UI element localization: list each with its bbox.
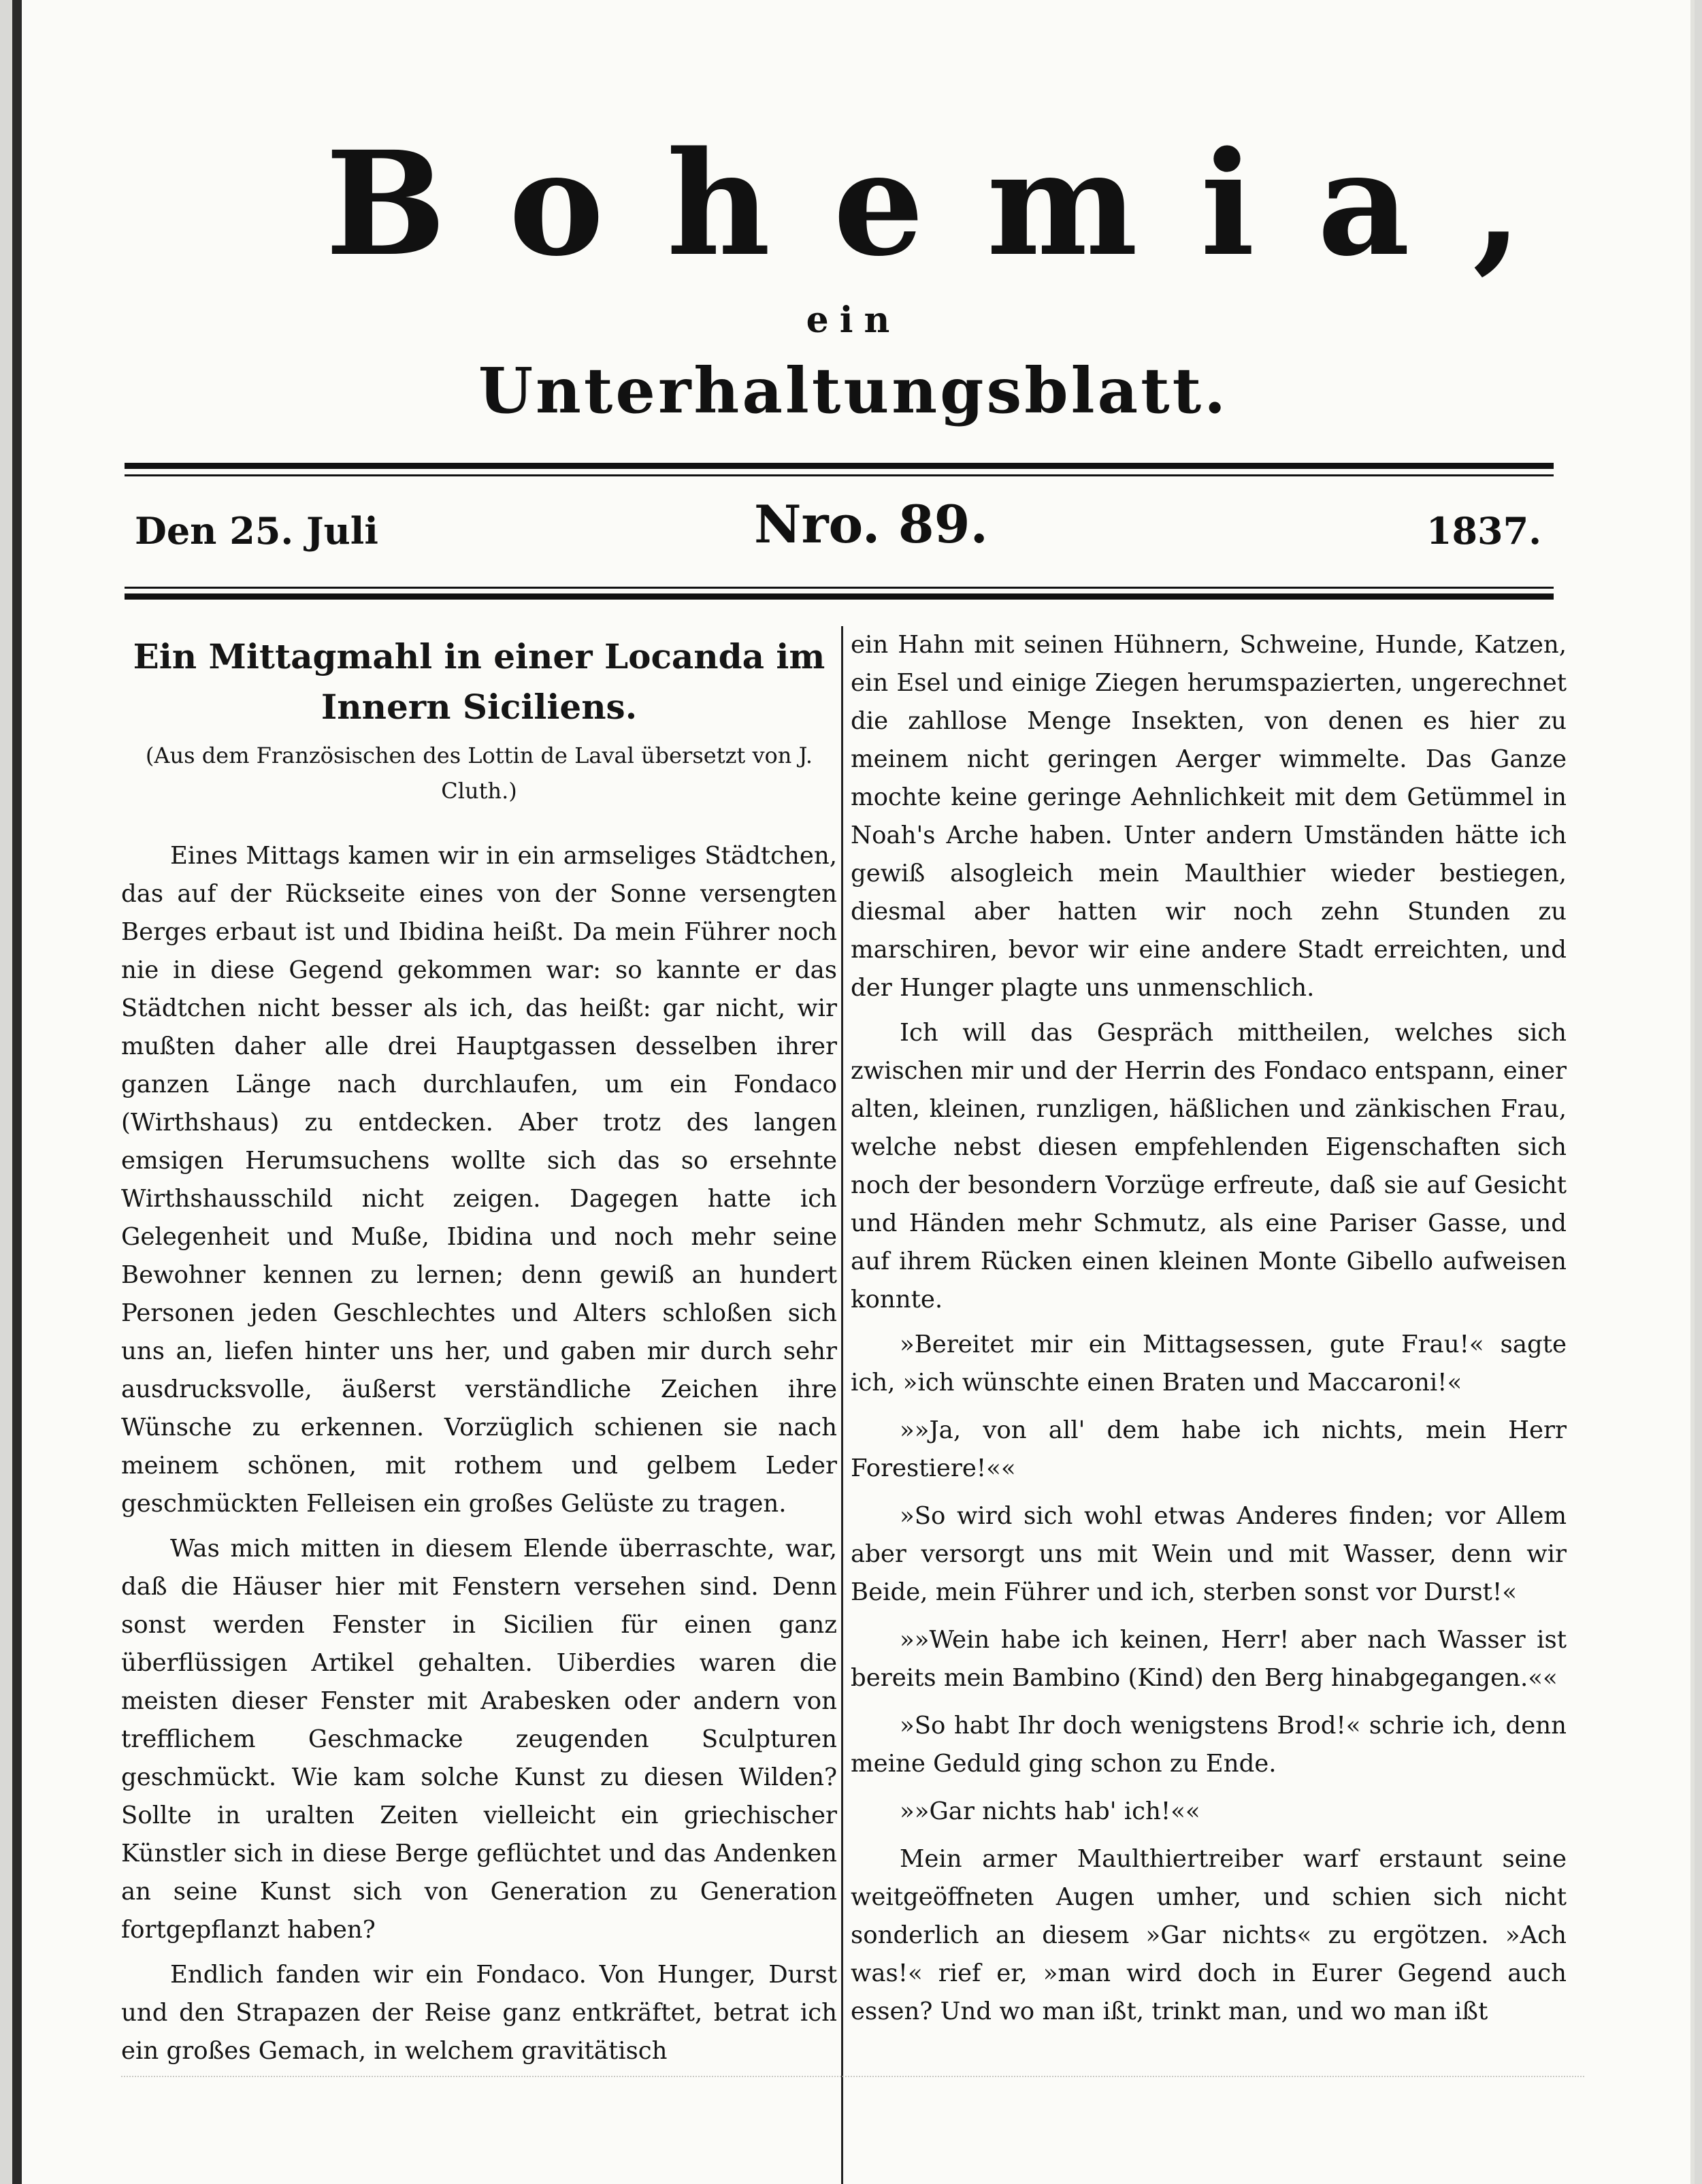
column-divider xyxy=(841,626,843,2184)
dateline-rule-thick xyxy=(125,593,1554,600)
issue-date: Den 25. Juli xyxy=(135,509,378,553)
right-paragraph-2: Ich will das Gespräch mittheilen, welches sich zwischen mir und der Herrin des Fondaco entspann, einer alten, kleinen, runzligen, häßlichen und zänkischen Frau, welche nebst diesen empfehlenden Eigenschaften sich noch der besondern Vorzüge erfreute, daß sie auf Gesicht und Händen mehr Schmutz, als eine Pariser Gasse, und auf ihrem Rücken einen kleinen Monte Gibello aufweisen konnte. xyxy=(851,1019,1567,1314)
left-paragraph-2: Was mich mitten in diesem Elende überraschte, war, daß die Häuser hier mit Fenstern versehen sind. Denn sonst werden Fenster in Sicilien für einen ganz überflüssigen Artikel gehalten. Uiberdies waren die meisten dieser Fenster mit Arabesken oder andern von trefflichem Geschmacke zeugenden Sculpturen geschmückt. Wie kam solche Kunst zu diesen Wilden? Sollte in uralten Zeiten vielleicht ein griechischer Künstler sich in diese Berge geflüchtet und das Andenken an seine Kunst sich von Generation zu Generation fortgepflanzt haben? xyxy=(121,1535,837,1944)
left-column xyxy=(121,626,837,2077)
dialog-line-2: »»Ja, von all' dem habe ich nichts, mein Herr Forestiere!«« xyxy=(851,1416,1567,1482)
masthead-ein: ein xyxy=(806,299,901,341)
masthead-subtitle: Unterhaltungsblatt. xyxy=(478,354,1229,427)
masthead-rule-thick xyxy=(125,463,1554,469)
issue-year: 1837. xyxy=(1426,509,1541,553)
dialog-line-4: »»Wein habe ich keinen, Herr! aber nach Wasser ist bereits mein Bambino (Kind) den Berg hinabgegangen.«« xyxy=(851,1626,1567,1692)
dialog-line-6: »»Gar nichts hab' ich!«« xyxy=(900,1797,1200,1825)
article-source: (Aus dem Französischen des Lottin de Laval übersetzt von J. Cluth.) xyxy=(145,743,813,804)
masthead-title: Bohemia, xyxy=(325,120,1586,288)
right-paragraph-1: ein Hahn mit seinen Hühnern, Schweine, Hunde, Katzen, ein Esel und einige Ziegen herumspazierten, ungerechnet die zahllose Menge Insekten, von denen es hier zu meinem nicht geringen Aerger wimmelte. Das Ganze mochte keine geringe Aehnlichkeit mit dem Getümmel in Noah's Arche haben. Unter andern Umständen hätte ich gewiß alsogleich mein Maulthier wieder bestiegen, diesmal aber hatten wir noch zehn Stunden zu marschiren, bevor wir eine andere Stadt erreichten, und der Hunger plagte uns unmenschlich. xyxy=(851,631,1567,1002)
dialog-line-3: »So wird sich wohl etwas Anderes finden; vor Allem aber versorgt uns mit Wein und mit Wasser, denn wir Beide, mein Führer und ich, sterben sonst vor Durst!« xyxy=(851,1502,1567,1606)
article-title: Ein Mittagmahl in einer Locanda im Innern Siciliens. xyxy=(133,636,825,727)
dialog-line-1: »Bereitet mir ein Mittagsessen, gute Frau!« sagte ich, »ich wünschte einen Braten und Maccaroni!« xyxy=(851,1331,1567,1397)
left-paragraph-3: Endlich fanden wir ein Fondaco. Von Hunger, Durst und den Strapazen der Reise ganz entkräftet, betrat ich ein großes Gemach, in welchem gravitätisch xyxy=(121,1961,837,2065)
dateline-rule-thin xyxy=(125,587,1554,589)
page-bottom-edge xyxy=(121,2076,1584,2079)
dialog-line-5: »So habt Ihr doch wenigstens Brod!« schrie ich, denn meine Geduld ging schon zu Ende. xyxy=(851,1712,1567,1778)
masthead-rule-thin xyxy=(125,474,1554,476)
issue-number: Nro. 89. xyxy=(754,494,989,555)
right-paragraph-last: Mein armer Maulthiertreiber warf erstaunt seine weitgeöffneten Augen umher, und schien sich nicht sonderlich an diesem »Gar nichts« zu ergötzen. »Ach was!« rief er, »man wird doch in Eurer Gegend auch essen? Und wo man ißt, trinkt man, und wo man ißt xyxy=(851,1845,1567,2025)
dateline xyxy=(128,490,1554,565)
left-paragraph-1: Eines Mittags kamen wir in ein armseliges Städtchen, das auf der Rückseite eines von der Sonne versengten Berges erbaut ist und Ibidina heißt. Da mein Führer noch nie in diese Gegend gekommen war: so kannte er das Städtchen nicht besser als ich, das heißt: gar nicht, wir mußten daher alle drei Hauptgassen desselben ihrer ganzen Länge nach durchlaufen, um ein Fondaco (Wirthshaus) zu entdecken. Aber trotz des langen emsigen Herumsuchens wollte sich das so ersehnte Wirthshausschild nicht zeigen. Dagegen hatte ich Gelegenheit und Muße, Ibidina und noch mehr seine Bewohner kennen zu lernen; denn gewiß an hundert Personen jeden Geschlechtes und Alters schloßen sich uns an, liefen hinter uns her, und gaben mir durch sehr ausdrucksvolle, äußerst verständliche Zeichen ihre Wünsche zu erkennen. Vorzüglich schienen sie nach meinem schönen, mit rothem und gelbem Leder geschmückten Felleisen ein großes Gelüste zu tragen. xyxy=(121,842,837,1518)
right-column xyxy=(851,626,1567,2038)
newspaper-page xyxy=(12,0,1695,2184)
